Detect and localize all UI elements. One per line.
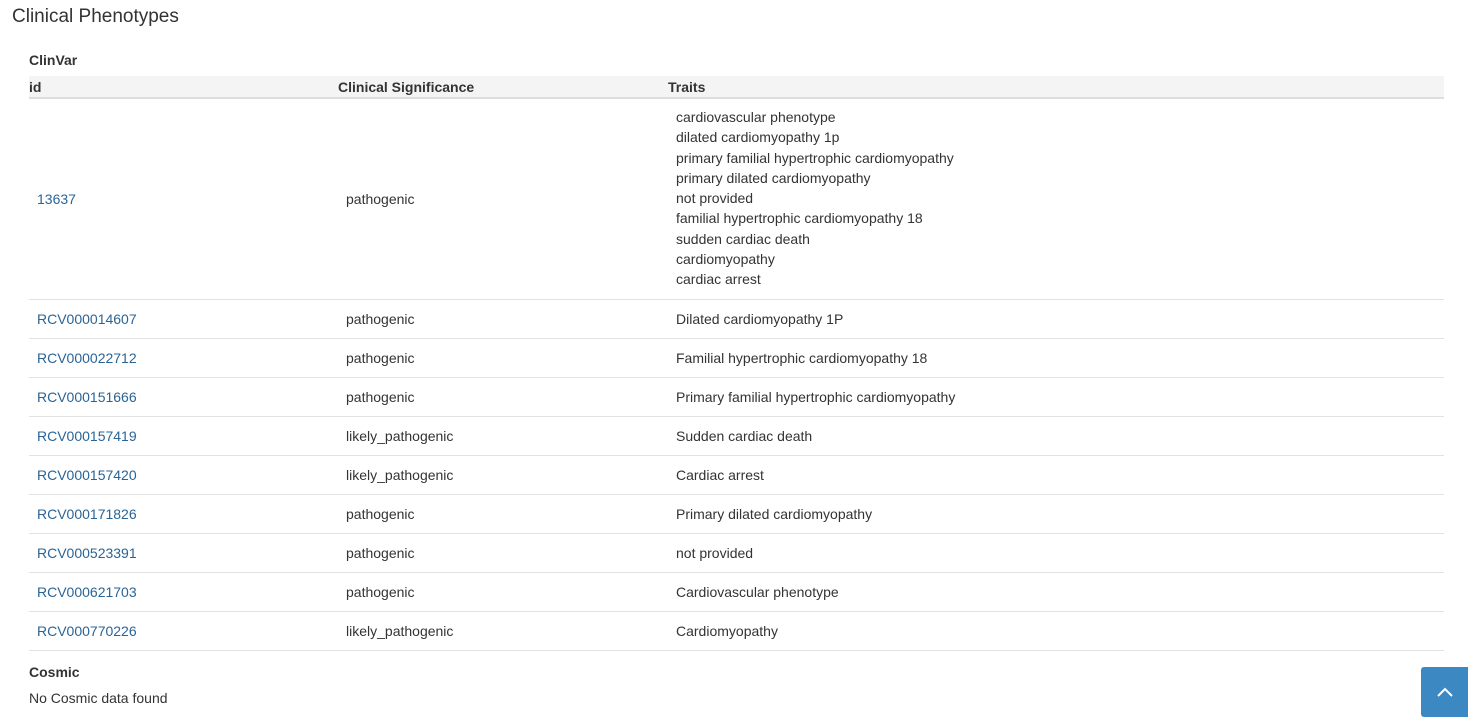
table-row xyxy=(29,455,1444,494)
trait-item: primary familial hypertrophic cardiomyopathy xyxy=(676,149,954,166)
cell-clinical-significance: likely_pathogenic xyxy=(338,611,668,650)
trait-item: Sudden cardiac death xyxy=(676,427,813,444)
traits-list xyxy=(676,99,1444,299)
table-header-row xyxy=(29,76,1444,98)
trait-item: Primary familial hypertrophic cardiomyopathy xyxy=(676,388,956,405)
trait-item: Primary dilated cardiomyopathy xyxy=(676,505,873,522)
cell-clinical-significance: pathogenic xyxy=(338,98,668,299)
cell-traits xyxy=(668,494,1444,533)
clinvar-table-body xyxy=(29,98,1444,650)
trait-item: cardiovascular phenotype xyxy=(676,109,836,125)
cell-traits xyxy=(668,572,1444,611)
trait-item: not provided xyxy=(676,544,754,561)
cell-clinical-significance: likely_pathogenic xyxy=(338,416,668,455)
table-row xyxy=(29,611,1444,650)
clinvar-id-link[interactable]: RCV000621703 xyxy=(37,583,137,600)
trait-item: Cardiac arrest xyxy=(676,466,764,483)
cell-clinical-significance: pathogenic xyxy=(338,533,668,572)
clinvar-id-link[interactable]: RCV000022712 xyxy=(37,349,137,366)
clinvar-section-label: ClinVar xyxy=(29,52,78,68)
column-header-traits: Traits xyxy=(668,76,1444,98)
cell-traits xyxy=(668,299,1444,338)
table-row xyxy=(29,98,1444,299)
cell-traits xyxy=(668,416,1444,455)
trait-item: sudden cardiac death xyxy=(676,230,810,247)
table-row xyxy=(29,416,1444,455)
table-row xyxy=(29,533,1444,572)
clinvar-id-link[interactable]: RCV000171826 xyxy=(37,505,137,522)
trait-item: Cardiovascular phenotype xyxy=(676,583,839,600)
cell-clinical-significance: pathogenic xyxy=(338,572,668,611)
page-title: Clinical Phenotypes xyxy=(12,6,179,27)
table-row xyxy=(29,299,1444,338)
cell-traits xyxy=(668,533,1444,572)
cell-traits xyxy=(668,455,1444,494)
cell-id xyxy=(29,494,338,533)
trait-item: familial hypertrophic cardiomyopathy 18 xyxy=(676,210,923,227)
cosmic-section-label: Cosmic xyxy=(29,664,80,680)
trait-item: dilated cardiomyopathy 1p xyxy=(676,129,840,146)
chevron-up-icon xyxy=(1436,686,1454,698)
cell-id xyxy=(29,572,338,611)
trait-item: primary dilated cardiomyopathy xyxy=(676,169,871,186)
cell-id xyxy=(29,416,338,455)
clinvar-id-link[interactable]: RCV000157420 xyxy=(37,466,137,483)
clinvar-id-link[interactable]: RCV000770226 xyxy=(37,622,137,639)
trait-item: cardiac arrest xyxy=(676,271,761,288)
cell-id xyxy=(29,533,338,572)
cell-traits xyxy=(668,338,1444,377)
cell-clinical-significance: pathogenic xyxy=(338,377,668,416)
cell-clinical-significance: pathogenic xyxy=(338,338,668,377)
cosmic-empty-message: No Cosmic data found xyxy=(29,690,168,706)
clinvar-id-link[interactable]: RCV000523391 xyxy=(37,544,137,561)
cell-id xyxy=(29,338,338,377)
cell-clinical-significance: pathogenic xyxy=(338,299,668,338)
clinvar-table xyxy=(29,76,1444,651)
trait-item: Cardiomyopathy xyxy=(676,622,778,639)
cell-clinical-significance: pathogenic xyxy=(338,494,668,533)
clinvar-id-link[interactable]: RCV000014607 xyxy=(37,310,137,327)
cell-id xyxy=(29,299,338,338)
cell-traits xyxy=(668,377,1444,416)
trait-item: Familial hypertrophic cardiomyopathy 18 xyxy=(676,349,928,366)
table-row xyxy=(29,377,1444,416)
table-row xyxy=(29,494,1444,533)
trait-item: not provided xyxy=(676,190,754,207)
cell-id xyxy=(29,455,338,494)
clinvar-id-link[interactable]: RCV000151666 xyxy=(37,388,137,405)
column-header-id: id xyxy=(29,76,338,98)
table-row xyxy=(29,572,1444,611)
clinvar-id-link[interactable]: RCV000157419 xyxy=(37,427,137,444)
cell-id xyxy=(29,377,338,416)
trait-item: Dilated cardiomyopathy 1P xyxy=(676,310,844,327)
column-header-clinical-significance: Clinical Significance xyxy=(338,76,668,98)
trait-item: cardiomyopathy xyxy=(676,251,775,268)
cell-id xyxy=(29,98,338,299)
cell-clinical-significance: likely_pathogenic xyxy=(338,455,668,494)
cell-traits xyxy=(668,98,1444,299)
scroll-to-top-button[interactable] xyxy=(1421,667,1468,717)
cell-id xyxy=(29,611,338,650)
cell-traits xyxy=(668,611,1444,650)
clinvar-id-link[interactable]: 13637 xyxy=(37,190,76,207)
clinvar-table-container xyxy=(29,76,1444,651)
table-row xyxy=(29,338,1444,377)
